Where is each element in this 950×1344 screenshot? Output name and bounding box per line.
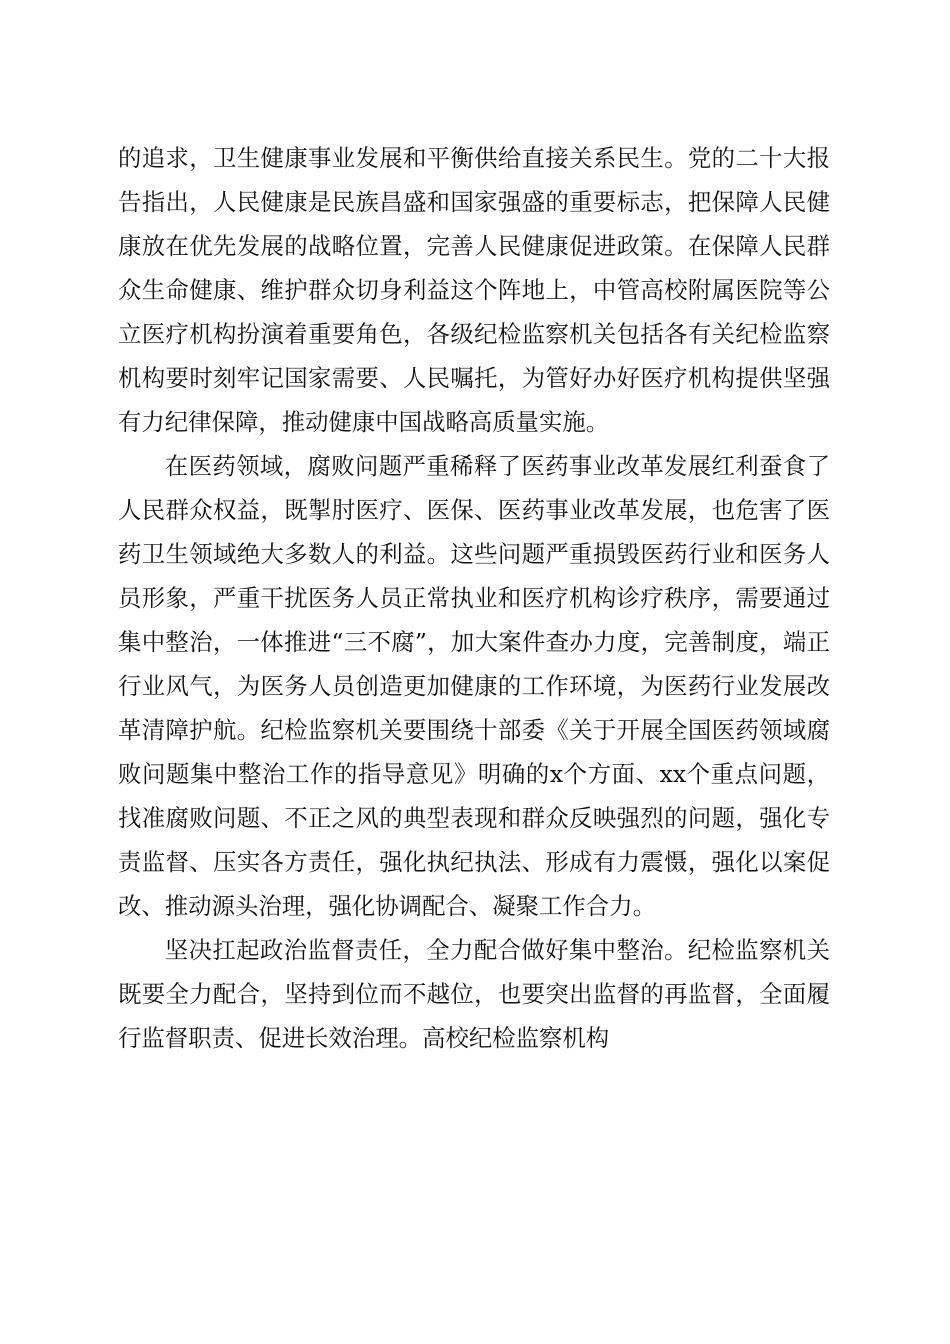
paragraph-3: 坚决扛起政治监督责任，全力配合做好集中整治。纪检监察机关既要全力配合，坚持到位而不越位，也要突出监督的再监督，全面履行监督职责、促进长效治理。高校纪检监察机构 [118, 936, 830, 1052]
document-body [118, 136, 830, 1060]
paragraph-2: 在医药领域，腐败问题严重稀释了医药事业改革发展红利蚕食了人民群众权益，既掣肘医疗、医保、医药事业改革发展，也危害了医药卫生领域绝大多数人的利益。这些问题严重损毁医药行业和医务人员形象，严重干扰医务人员正常执业和医疗机构诊疗秩序，需要通过集中整治，一体推进“三不腐”，加大案件查办力度，完善制度，端正行业风气，为医务人员创造更加健康的工作环境，为医药行业发展改革清障护航。纪检监察机关要围绕十部委《关于开展全国医药领域腐败问题集中整治工作的指导意见》明确的x个方面、xx个重点问题，找准腐败问题、不正之风的典型表现和群众反映强烈的问题，强化专责监督、压实各方责任，强化执纪执法、形成有力震慑，强化以案促改、推动源头治理，强化协调配合、凝聚工作合力。 [118, 452, 830, 920]
paragraph-1: 的追求，卫生健康事业发展和平衡供给直接关系民生。党的二十大报告指出，人民健康是民族昌盛和国家强盛的重要标志，把保障人民健康放在优先发展的战略位置，完善人民健康促进政策。在保障人民群众生命健康、维护群众切身利益这个阵地上，中管高校附属医院等公立医疗机构扮演着重要角色，各级纪检监察机关包括各有关纪检监察机构要时刻牢记国家需要、人民嘱托，为管好办好医疗机构提供坚强有力纪律保障，推动健康中国战略高质量实施。 [118, 144, 830, 436]
